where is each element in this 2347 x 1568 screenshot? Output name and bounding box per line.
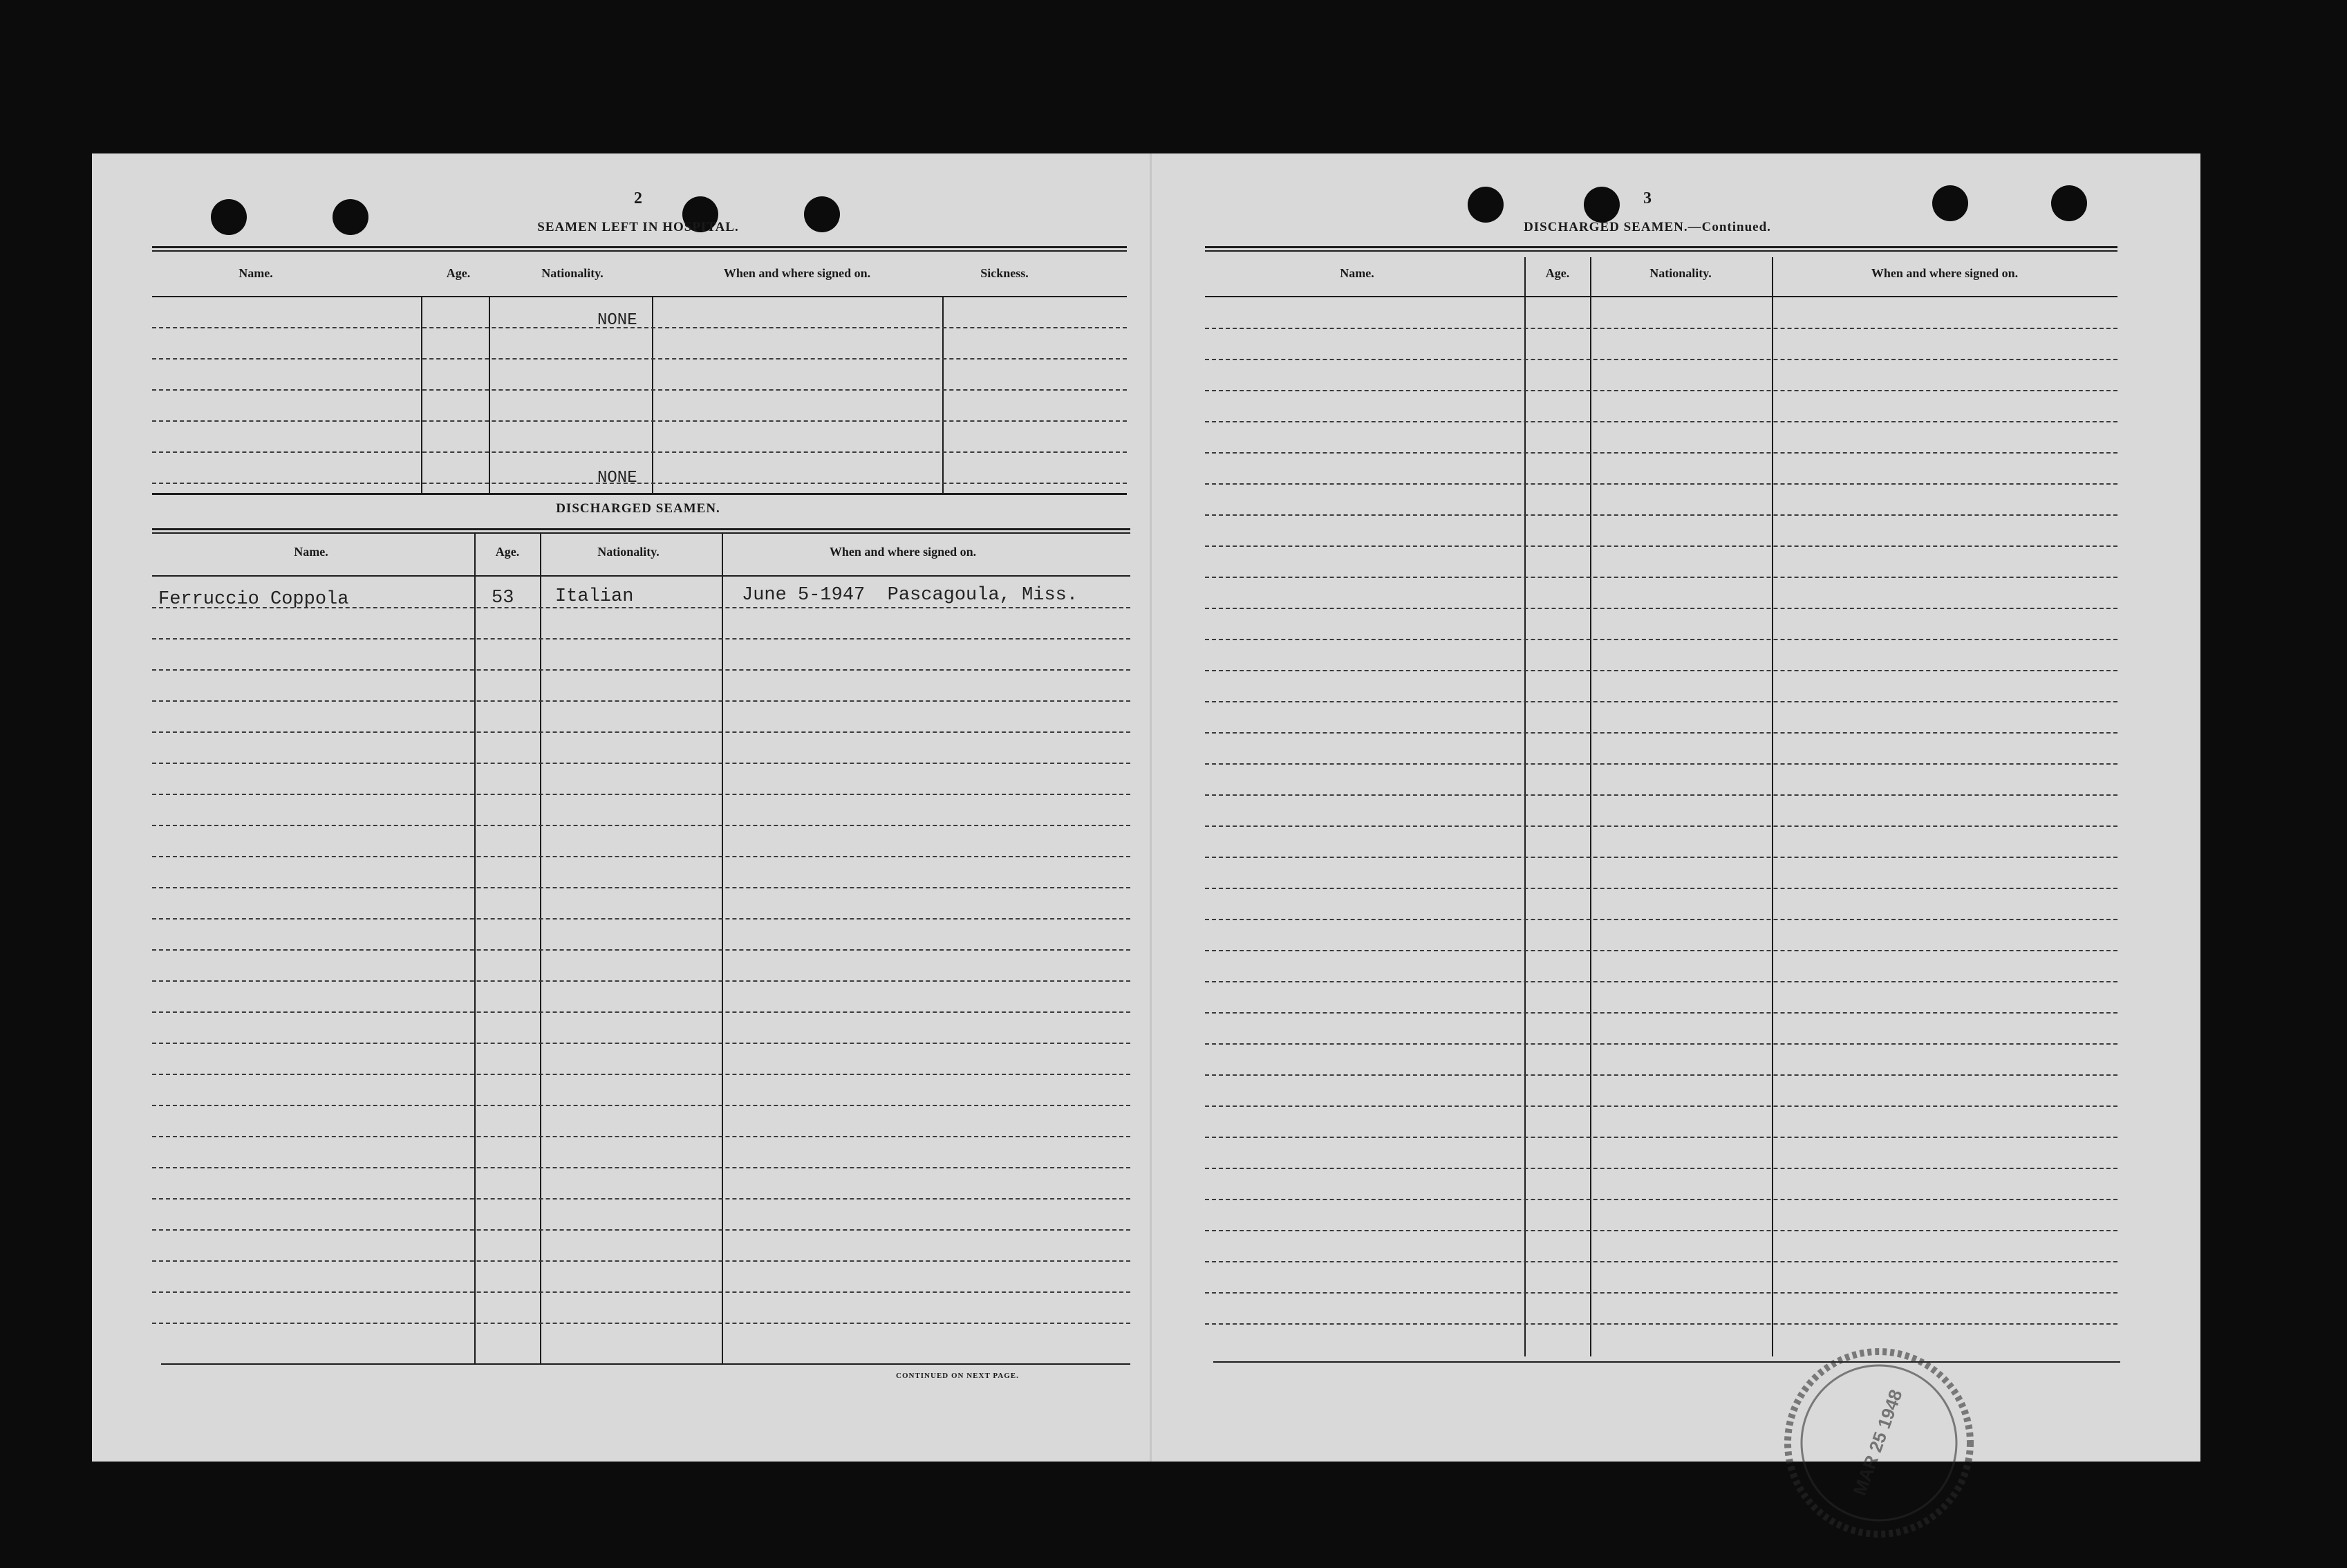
discharged-header-age: Age. — [495, 545, 520, 559]
ruled-line — [152, 700, 1130, 702]
ruled-line — [1205, 919, 2117, 920]
ruled-line — [1205, 1168, 2117, 1169]
manifest-sheet — [92, 153, 2200, 1498]
ruled-line — [1205, 608, 2117, 609]
ruled-line — [1205, 1323, 2117, 1325]
ruled-line — [152, 638, 1130, 640]
right-header-rule — [1205, 296, 2117, 297]
ruled-line — [1205, 1043, 2117, 1045]
ruled-line — [1205, 763, 2117, 765]
ruled-line — [1205, 794, 2117, 796]
right-header-signed-on: When and where signed on. — [1871, 266, 2019, 280]
ruled-line — [1205, 857, 2117, 858]
ruled-line — [1205, 514, 2117, 516]
ruled-line — [1205, 545, 2117, 547]
ruled-line — [1205, 483, 2117, 485]
hospital-header-name: Name. — [239, 266, 273, 280]
hospital-header-signed-on: When and where signed on. — [723, 266, 871, 280]
ruled-line — [1205, 421, 2117, 422]
right-page-title: DISCHARGED SEAMEN.—Continued. — [1524, 220, 1771, 234]
punch-hole — [2051, 185, 2087, 221]
ruled-line — [152, 731, 1130, 733]
discharged-header-signed-on: When and where signed on. — [829, 545, 977, 559]
seaman-age: 53 — [492, 588, 514, 608]
discharged-header-rule — [152, 575, 1130, 577]
hospital-top-rule — [152, 246, 1127, 248]
ruled-line — [152, 980, 1130, 982]
hospital-header-nationality: Nationality. — [541, 266, 604, 280]
punch-hole — [211, 199, 247, 235]
hospital-entry-none: NONE — [597, 469, 637, 487]
hospital-entry-none: NONE — [597, 311, 637, 330]
ruled-line — [152, 1291, 1130, 1293]
left-bottom-rule — [161, 1363, 1130, 1365]
ruled-line — [1205, 825, 2117, 827]
ruled-line — [1205, 1230, 2117, 1231]
ruled-line — [1205, 359, 2117, 360]
ruled-line — [152, 669, 1130, 671]
ruled-line — [152, 1260, 1130, 1262]
right-header-age: Age. — [1545, 266, 1570, 280]
ruled-line — [152, 918, 1130, 920]
punch-hole — [333, 199, 368, 235]
ruled-line — [152, 1323, 1130, 1324]
hospital-header-sickness: Sickness. — [980, 266, 1029, 280]
seaman-name: Ferruccio Coppola — [158, 589, 349, 610]
right-header-nationality: Nationality. — [1649, 266, 1712, 280]
ruled-line — [152, 856, 1130, 857]
ruled-line — [1205, 577, 2117, 578]
ruled-line — [152, 1229, 1130, 1231]
right-top-rule — [1205, 246, 2117, 248]
punch-hole — [1932, 185, 1968, 221]
hospital-section-title: SEAMEN LEFT IN HOSPITAL. — [537, 220, 739, 234]
ruled-line — [1205, 670, 2117, 671]
seaman-nationality: Italian — [555, 586, 634, 607]
ruled-line — [152, 763, 1130, 764]
ruled-line — [1205, 1012, 2117, 1014]
ruled-line — [152, 1198, 1130, 1200]
discharged-header-nationality: Nationality. — [597, 545, 660, 559]
ruled-line — [152, 825, 1130, 826]
punch-hole — [1468, 187, 1504, 223]
ruled-line — [152, 1136, 1130, 1137]
ruled-line — [152, 1043, 1130, 1044]
ruled-line — [1205, 1292, 2117, 1294]
ruled-line — [1205, 981, 2117, 982]
hospital-header-age: Age. — [446, 266, 471, 280]
punch-hole — [1584, 187, 1620, 223]
discharged-header-name: Name. — [294, 545, 328, 559]
ruled-line — [1205, 390, 2117, 391]
ruled-line — [1205, 1105, 2117, 1107]
ruled-line — [152, 794, 1130, 795]
ruled-line — [1205, 452, 2117, 454]
stamp-date: MAR 25 1948 — [1849, 1386, 1907, 1498]
ruled-line — [1205, 1074, 2117, 1076]
page-number-right: 3 — [1643, 189, 1652, 207]
center-fold — [1150, 153, 1152, 1462]
ruled-line — [152, 949, 1130, 951]
ruled-line — [1205, 701, 2117, 702]
right-header-name: Name. — [1340, 266, 1374, 280]
ruled-line — [1205, 950, 2117, 951]
ruled-line — [152, 887, 1130, 888]
right-bottom-rule — [1213, 1361, 2120, 1363]
ruled-line — [152, 1105, 1130, 1106]
ruled-line — [1205, 1261, 2117, 1262]
hospital-header-rule — [152, 296, 1127, 297]
page-number-left: 2 — [634, 189, 642, 207]
discharged-top-rule — [152, 493, 1127, 495]
ruled-line — [1205, 639, 2117, 640]
ruled-line — [1205, 328, 2117, 329]
ruled-line — [152, 1167, 1130, 1168]
ruled-line — [152, 1074, 1130, 1075]
ruled-line — [1205, 1199, 2117, 1200]
circular-date-stamp — [1779, 1343, 1979, 1543]
ruled-line — [1205, 732, 2117, 734]
discharged-section-title: DISCHARGED SEAMEN. — [556, 501, 720, 516]
seaman-signed-on: June 5-1947 Pascagoula, Miss. — [742, 585, 1078, 606]
ruled-line — [1205, 1137, 2117, 1138]
ruled-line — [152, 1011, 1130, 1013]
ruled-line — [1205, 888, 2117, 889]
continued-note: CONTINUED ON NEXT PAGE. — [896, 1372, 1019, 1380]
